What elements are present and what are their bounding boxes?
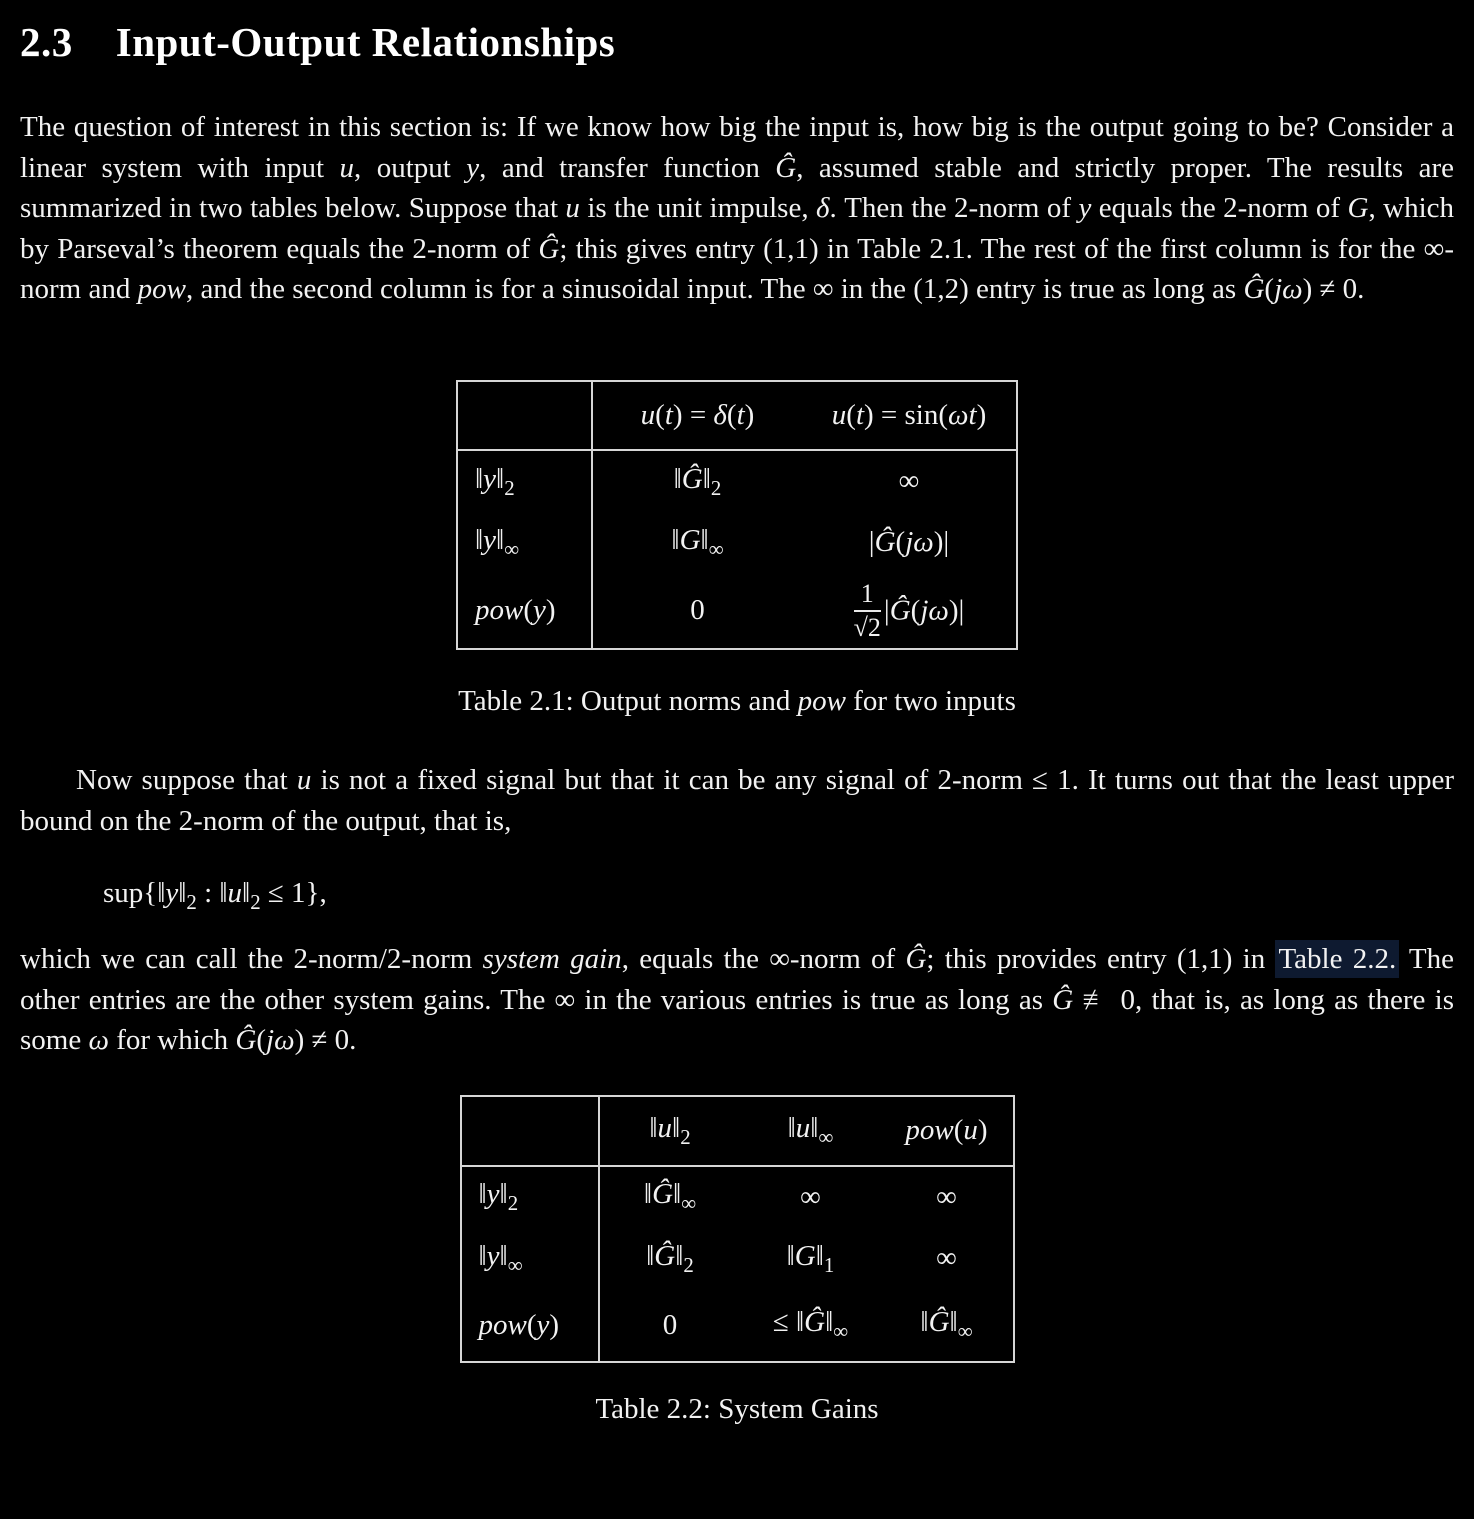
fraction-denominator: √2 bbox=[853, 612, 881, 642]
table-cell: ∞ bbox=[936, 1242, 957, 1275]
table-cell: ∞ bbox=[898, 464, 920, 497]
table-cell-fraction bbox=[802, 574, 1017, 649]
table-cell: $‖Ĝ‖_2$ bbox=[646, 1239, 694, 1277]
fraction-numerator: 1 bbox=[854, 580, 881, 612]
table-cell: $‖G‖_\infty$ bbox=[671, 524, 724, 561]
table-2-1-container bbox=[20, 380, 1454, 650]
table-row-header: $‖y‖_2$ bbox=[457, 450, 592, 512]
table-cell: $‖Ĝ‖_\infty$ bbox=[920, 1306, 973, 1344]
table-cell: ∞ bbox=[936, 1180, 957, 1213]
paragraph-3-after: The other entries are the other system gains. The ∞ in the various entries is true as long as Ĝ ≢ 0, that is, as long as there is some ω for which Ĝ(jω) ≠ 0. bbox=[20, 942, 1455, 1057]
table-col-header: u(t) = sin(ωt) bbox=[802, 381, 1017, 450]
table-row bbox=[457, 512, 1017, 574]
table-cell: $‖G‖_1$ bbox=[786, 1239, 835, 1277]
table-corner-cell bbox=[461, 1096, 599, 1166]
table-row bbox=[461, 1096, 1014, 1166]
table-row bbox=[457, 450, 1017, 512]
table-cell: $‖Ĝ‖_2$ bbox=[673, 462, 722, 500]
table-cell: $‖Ĝ‖_\infty$ bbox=[643, 1178, 697, 1216]
section-title: Input-Output Relationships bbox=[115, 19, 616, 65]
paragraph-3-before: which we can call the 2-norm/2-norm system gain, equals the ∞-norm of Ĝ; this provides entry (1,1) in bbox=[20, 942, 1276, 975]
table-row-header: pow(y) bbox=[461, 1290, 599, 1362]
table-col-header: $‖u‖_2$ bbox=[599, 1096, 741, 1166]
paragraph-intro: The question of interest in this section is: If we know how big the input is, how big is the output going to be? Consider a linear system with input u, output y, and transfer function Ĝ, assumed stable and strictly proper. The results are summarized in two tables below. Suppose that u is the unit impulse, δ. Then the 2-norm of y equals the 2-norm of G, which by Parseval’s theorem equals the 2-norm of Ĝ; this gives entry (1,1) in Table 2.1. The rest of the first column is for the ∞-norm and pow, and the second column is for a sinusoidal input. The ∞ in the (1,2) entry is true as long as Ĝ(jω) ≠ 0. bbox=[20, 111, 1455, 306]
table-corner-cell bbox=[457, 381, 592, 450]
table-row-header: $‖y‖_\infty$ bbox=[457, 512, 592, 574]
equation-sup-norm: $sup\{‖y‖_2$ : $‖u‖_2 \le 1$}, bbox=[103, 877, 327, 914]
paragraph-3 bbox=[20, 939, 1454, 1061]
table-col-header: $‖u‖_\infty$ bbox=[741, 1096, 881, 1166]
fraction-rest: |Ĝ(jω)| bbox=[883, 594, 965, 627]
paragraph-2: Now suppose that u is not a fixed signal but that it can be any signal of 2-norm ≤ 1. It turns out that the least upper bound on the 2-norm of the output, that is, bbox=[20, 763, 1454, 837]
table-row bbox=[461, 1228, 1014, 1290]
table-row-header: pow(y) bbox=[457, 574, 592, 649]
table-2-2-container bbox=[20, 1095, 1454, 1363]
table-row bbox=[461, 1166, 1014, 1228]
table-row bbox=[457, 381, 1017, 450]
table-row-header: $‖y‖_\infty$ bbox=[461, 1228, 599, 1290]
fraction bbox=[854, 580, 881, 642]
table-cell: 0 bbox=[690, 594, 705, 627]
section-heading bbox=[20, 18, 1454, 66]
section-number: 2.3 bbox=[20, 19, 73, 65]
table-2-1 bbox=[456, 380, 1018, 650]
table-cell: 0 bbox=[662, 1308, 678, 1341]
table-2-2-link[interactable]: Table 2.2. bbox=[1275, 940, 1399, 978]
table-row bbox=[461, 1290, 1014, 1362]
table-2-2 bbox=[460, 1095, 1015, 1363]
table-cell: ≤ $‖Ĝ‖_\infty$ bbox=[772, 1306, 849, 1344]
table-cell: ∞ bbox=[800, 1180, 821, 1213]
table-col-header: pow(u) bbox=[881, 1096, 1014, 1166]
table-row bbox=[457, 574, 1017, 649]
table-caption-2-1: Table 2.1: Output norms and pow for two inputs bbox=[458, 684, 1016, 717]
table-col-header: u(t) = δ(t) bbox=[592, 381, 802, 450]
table-cell: |Ĝ(jω)| bbox=[868, 526, 950, 559]
table-row-header: $‖y‖_2$ bbox=[461, 1166, 599, 1228]
table-caption-2-2: Table 2.2: System Gains bbox=[595, 1392, 879, 1425]
